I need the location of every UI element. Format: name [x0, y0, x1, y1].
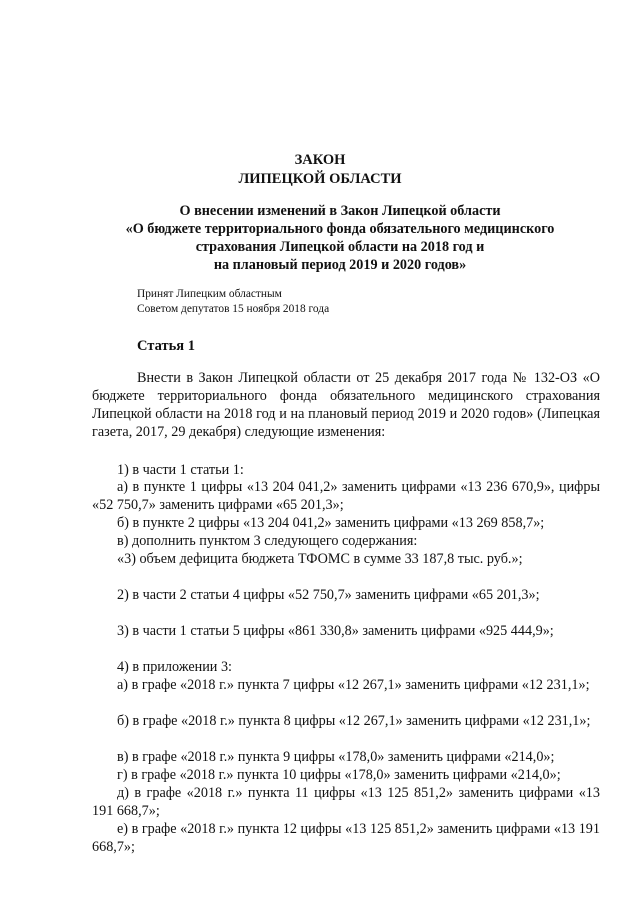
- adoption-note-line-1: Принят Липецким областным: [137, 288, 282, 300]
- adoption-note-line-2: Советом депутатов 15 ноября 2018 года: [137, 303, 330, 315]
- item-4-subitem-b: б) в графе «2018 г.» пункта 8 цифры «12 267,1» заменить цифрами «12 231,1»;: [117, 713, 591, 729]
- item-4-subitem-d: г) в графе «2018 г.» пункта 10 цифры «178,0» заменить цифрами «214,0»;: [117, 767, 561, 783]
- law-subtitle: [60, 202, 620, 274]
- law-title-line-1: ЗАКОН: [294, 152, 346, 168]
- item-1-subitem-a: а) в пункте 1 цифры «13 204 041,2» заменить цифрами «13 236 670,9», цифры «52 750,7» заменить цифрами «65 201,3»;: [92, 479, 600, 513]
- item-3: 3) в части 1 статьи 5 цифры «861 330,8» заменить цифрами «925 444,9»;: [117, 623, 554, 639]
- item-1-subitem-c: в) дополнить пунктом 3 следующего содержания:: [117, 533, 418, 549]
- item-2: 2) в части 2 статьи 4 цифры «52 750,7» заменить цифрами «65 201,3»;: [117, 587, 540, 603]
- item-1-heading: 1) в части 1 статьи 1:: [117, 462, 244, 478]
- item-4-subitem-e: д) в графе «2018 г.» пункта 11 цифры «13 125 851,2» заменить цифрами «13 191 668,7»;: [92, 785, 600, 819]
- item-4-subitem-a: а) в графе «2018 г.» пункта 7 цифры «12 267,1» заменить цифрами «12 231,1»;: [117, 677, 590, 693]
- law-title: [0, 151, 640, 189]
- item-1-subitem-c-text: «3) объем дефицита бюджета ТФОМС в сумме 33 187,8 тыс. руб.»;: [117, 551, 523, 567]
- law-subtitle-line-1: О внесении изменений в Закон Липецкой области: [179, 203, 501, 219]
- article-heading: Статья 1: [137, 338, 195, 354]
- item-4-subitem-f: е) в графе «2018 г.» пункта 12 цифры «13 125 851,2» заменить цифрами «13 191 668,7»;: [92, 821, 600, 855]
- item-4-heading: 4) в приложении 3:: [117, 659, 232, 675]
- adoption-note: [137, 287, 329, 317]
- item-4-subitem-c: в) в графе «2018 г.» пункта 9 цифры «178,0» заменить цифрами «214,0»;: [117, 749, 555, 765]
- article-intro-paragraph: Внести в Закон Липецкой области от 25 декабря 2017 года № 132-ОЗ «О бюджете территориального фонда обязательного медицинского страхования Липецкой области на 2018 год и на плановый период 2019 и 2020 годов» (Липецкая газета, 2017, 29 декабря) следующие изменения:: [92, 370, 600, 440]
- law-subtitle-line-2: «О бюджете территориального фонда обязательного медицинского: [125, 221, 555, 237]
- law-subtitle-line-4: на плановый период 2019 и 2020 годов»: [213, 257, 467, 273]
- item-1-subitem-b: б) в пункте 2 цифры «13 204 041,2» заменить цифрами «13 269 858,7»;: [117, 515, 545, 531]
- law-title-line-2: ЛИПЕЦКОЙ ОБЛАСТИ: [238, 171, 402, 187]
- law-subtitle-line-3: страхования Липецкой области на 2018 год и: [195, 239, 485, 255]
